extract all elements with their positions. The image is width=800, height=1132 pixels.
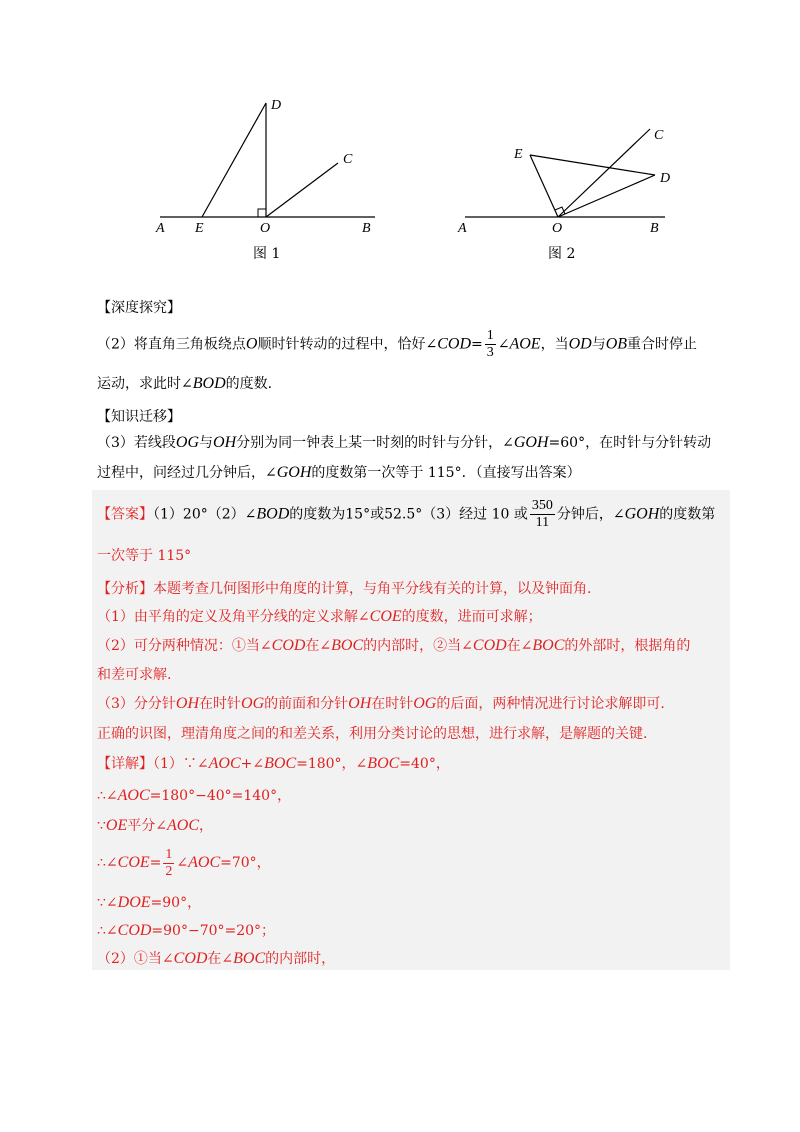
answer-fraction-den: 11 (535, 515, 550, 530)
analysis-oh2: OH (348, 695, 372, 712)
detail-fraction (163, 847, 174, 880)
fig1-right-angle-mark (258, 209, 266, 217)
analysis-l5a: （3）分分针 (97, 696, 176, 712)
detail-line-7 (97, 948, 737, 970)
detail-line-1 (97, 753, 737, 775)
section-transfer-heading: 【知识迁移】 (97, 409, 181, 425)
answer-p4: 的度数第 (659, 506, 716, 523)
analysis-cod1: COD (271, 637, 306, 654)
q2-line2-b: 的度数. (225, 376, 273, 392)
q2-point-o: O (245, 335, 258, 353)
detail-aoc: AOC (208, 755, 241, 772)
analysis-l5c: 的前面和分针 (264, 696, 349, 712)
analysis-line-3 (97, 635, 737, 657)
detail-d4b: ∠ (176, 855, 189, 871)
q2-tail: 重合时停止 (627, 336, 698, 353)
answer-tag: 【答案】 (97, 506, 153, 523)
q3-a: （3）若线段 (97, 435, 176, 451)
q3-goh2: GOH (276, 464, 312, 481)
fig1-caption: 图 1 (253, 246, 281, 262)
analysis-boc1: BOC (331, 637, 364, 654)
detail-boc2: BOC (367, 755, 400, 772)
detail-d5a: ∵∠ (97, 895, 118, 911)
detail-fraction-num: 1 (165, 846, 173, 862)
q3-d: =60°，在时针与分针转动 (548, 435, 712, 451)
answer-goh: GOH (624, 505, 660, 523)
fig2-caption: 图 2 (548, 246, 576, 262)
detail-d7b: 在∠ (207, 951, 234, 967)
figure-1 (150, 95, 390, 265)
detail-d1d: =40°， (399, 756, 450, 772)
analysis-l3a: （2）可分两种情况：①当∠ (97, 638, 272, 654)
q2-mid1: 顺时针转动的过程中，恰好∠ (257, 336, 438, 353)
q3-oh: OH (213, 434, 237, 451)
question-3-line-1 (97, 432, 737, 454)
detail-d3c: ， (198, 818, 213, 834)
detail-d5b: =90°， (150, 895, 202, 911)
detail-aoc4: AOC (188, 854, 221, 871)
q2-ob: OB (605, 335, 628, 353)
detail-aoc3: AOC (166, 817, 199, 834)
analysis-cod2: COD (472, 637, 507, 654)
analysis-line-2 (97, 606, 737, 628)
fig2-line-oc (558, 129, 650, 217)
detail-line-4 (97, 846, 737, 880)
q3-c: 分别为同一钟表上某一时刻的时针与分针，∠ (236, 435, 514, 451)
detail-line-3 (97, 815, 737, 837)
fig1-label-o: O (260, 221, 271, 236)
answer-fraction (530, 498, 555, 531)
answer-p1: （1）20°（2）∠ (153, 506, 257, 523)
q2-fraction-den: 3 (486, 345, 494, 360)
q2-fraction-num: 1 (486, 328, 494, 343)
detail-d6b: =90°−70°=20°； (151, 923, 276, 939)
analysis-oh1: OH (175, 695, 200, 712)
section-deep-heading: 【深度探究】 (97, 300, 181, 316)
analysis-line-1 (97, 578, 737, 600)
q2-fraction (485, 328, 496, 361)
fig2-line-eo (530, 155, 558, 217)
fig1-label-e: E (195, 221, 204, 236)
answer-p2: 的度数为15°或52.5°（3）经过 10 或 (289, 506, 528, 523)
detail-oe: OE (105, 817, 128, 834)
question-2-line-2 (97, 373, 737, 395)
analysis-l2b: 的度数，进而可求解； (401, 609, 542, 625)
detail-line-2 (97, 785, 737, 807)
fig2-line-od (558, 175, 655, 217)
answer-p3: 分钟后，∠ (556, 506, 625, 523)
fig2-label-c: C (654, 128, 664, 143)
detail-cod: COD (117, 922, 152, 939)
detail-boc3: BOC (233, 950, 266, 967)
analysis-line-4: 和差可求解. (97, 667, 172, 683)
detail-d1b: +∠ (240, 756, 265, 772)
q2-mid2: ，当 (540, 336, 569, 353)
detail-coe: COE (117, 854, 150, 871)
detail-d2a: ∴∠ (97, 788, 118, 804)
detail-d1a: （1）∵∠ (153, 756, 209, 772)
detail-d1c: =180°，∠ (296, 756, 368, 772)
q2-eq: = (471, 336, 483, 353)
answer-fraction-num: 350 (531, 498, 553, 513)
detail-d4a: ∴∠ (97, 855, 118, 871)
fig1-label-b: B (362, 221, 371, 236)
analysis-l1: 本题考查几何图形中角度的计算，与角平分线有关的计算，以及钟面角. (153, 581, 592, 597)
analysis-line-5 (97, 693, 737, 715)
analysis-l5b: 在时针 (199, 696, 242, 712)
fig2-label-e: E (514, 147, 523, 162)
analysis-og1: OG (241, 695, 265, 712)
answer-line-1 (97, 498, 737, 531)
detail-cod2: COD (173, 950, 208, 967)
fig2-label-a: A (458, 221, 467, 236)
detail-line-5 (97, 892, 737, 914)
q3-line2: 过程中，问经过几分钟后，∠ (97, 465, 277, 481)
detail-d4eq: = (149, 855, 162, 871)
detail-fraction-den: 2 (165, 863, 173, 879)
fig2-line-ed (530, 155, 655, 175)
detail-d3a: ∵ (97, 818, 106, 834)
question-2-line-1 (97, 328, 737, 361)
fig1-line-oc (266, 163, 338, 217)
q2-prefix: （2）将直角三角板绕点 (97, 336, 246, 353)
detail-line-6 (97, 920, 737, 942)
answer-bod: BOD (256, 505, 290, 523)
detail-d7a: （2）①当∠ (97, 951, 174, 967)
q2-angle: ∠ (497, 336, 510, 353)
detail-d6a: ∴∠ (97, 923, 118, 939)
analysis-l3b: 在∠ (305, 638, 332, 654)
detail-d2b: =180°−40°=140°， (149, 788, 292, 804)
fig2-label-o: O (552, 221, 563, 236)
q2-aoe: AOE (509, 335, 541, 353)
analysis-tag: 【分析】 (97, 581, 153, 597)
figure-2 (450, 115, 690, 265)
analysis-l2a: （1）由平角的定义及角平分线的定义求解∠ (97, 609, 370, 625)
fig1-line-ed (202, 103, 266, 217)
fig1-label-d: D (271, 98, 282, 113)
detail-tag: 【详解】 (97, 756, 153, 772)
detail-doe: DOE (117, 894, 151, 911)
q2-cod: COD (437, 335, 471, 353)
detail-boc: BOC (264, 755, 297, 772)
analysis-coe: COE (369, 608, 402, 625)
q2-bod: BOD (192, 375, 226, 392)
fig1-label-c: C (343, 152, 353, 167)
analysis-l3c: 的内部时，②当∠ (363, 638, 473, 654)
q3-line2-b: 的度数第一次等于 115°．（直接写出答案） (311, 465, 581, 481)
detail-d3b: 平分∠ (127, 818, 167, 834)
q3-b: 与 (199, 435, 214, 451)
detail-d7c: 的内部时， (265, 951, 336, 967)
analysis-line-6: 正确的识图，理清角度之间的和差关系，利用分类讨论的思想，进行求解，是解题的关键. (97, 726, 648, 742)
analysis-l5e: 的后面，两种情况进行讨论求解即可. (436, 696, 665, 712)
analysis-og2: OG (413, 695, 437, 712)
fig2-label-d: D (660, 171, 671, 186)
question-3-line-2 (97, 462, 737, 484)
answer-line-2: 一次等于 115° (97, 548, 192, 564)
analysis-l3d: 在∠ (506, 638, 533, 654)
detail-d4c: =70°， (220, 855, 271, 871)
analysis-l5d: 在时针 (371, 696, 414, 712)
analysis-boc2: BOC (532, 637, 565, 654)
analysis-l3e: 的外部时，根据角的 (564, 638, 691, 654)
q2-od: OD (568, 335, 592, 353)
detail-aoc2: AOC (117, 787, 150, 804)
q3-goh: GOH (513, 434, 549, 451)
fig2-label-b: B (650, 221, 659, 236)
q2-yu: 与 (591, 336, 606, 353)
q2-line2-a: 运动，求此时∠ (97, 376, 193, 392)
fig1-label-a: A (156, 221, 165, 236)
q3-og: OG (175, 434, 200, 451)
